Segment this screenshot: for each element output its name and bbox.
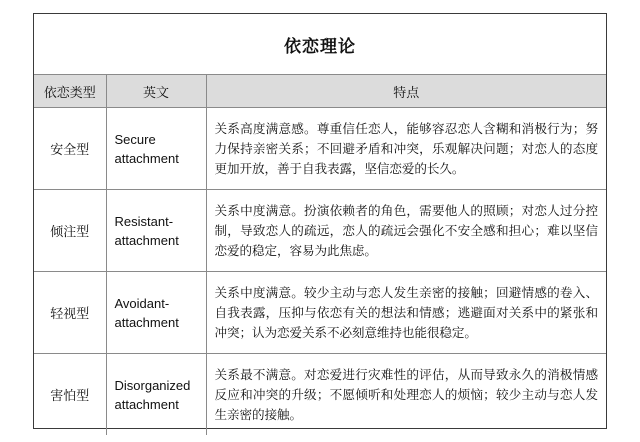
type-cell: 轻视型 bbox=[34, 272, 106, 354]
english-line: attachment bbox=[114, 232, 179, 248]
english-line: attachment bbox=[114, 396, 179, 412]
english-cell bbox=[106, 354, 206, 436]
table-row bbox=[34, 108, 606, 190]
attachment-theory-table-frame bbox=[33, 13, 607, 429]
table-row bbox=[34, 190, 606, 272]
english-line: attachment bbox=[114, 150, 179, 166]
header-row bbox=[34, 75, 606, 108]
english-cell bbox=[106, 108, 206, 190]
header-characteristics: 特点 bbox=[206, 75, 606, 108]
english-line: Resistant- bbox=[114, 213, 174, 229]
description-cell: 关系高度满意感。尊重信任恋人，能够容忍恋人含糊和消极行为；努力保持亲密关系；不回避矛盾和冲突，乐观解决问题；对恋人的态度更加开放，善于自我表露，坚信恋爱的长久。 bbox=[206, 108, 606, 190]
table-row bbox=[34, 354, 606, 436]
attachment-table bbox=[34, 74, 606, 435]
type-cell: 安全型 bbox=[34, 108, 106, 190]
header-type: 依恋类型 bbox=[34, 75, 106, 108]
description-cell: 关系中度满意。较少主动与恋人发生亲密的接触；回避情感的卷入、自我表露，压抑与依恋有关的想法和情感；逃避面对关系中的紧张和冲突；认为恋爱关系不必刻意维持也能很稳定。 bbox=[206, 272, 606, 354]
english-cell bbox=[106, 272, 206, 354]
english-line: Secure bbox=[114, 131, 156, 147]
english-line: Disorganized bbox=[114, 377, 191, 393]
description-cell: 关系最不满意。对恋爱进行灾难性的评估，从而导致永久的消极情感反应和冲突的升级；不愿倾听和处理恋人的烦恼；较少主动与恋人发生亲密的接触。 bbox=[206, 354, 606, 436]
table-title: 依恋理论 bbox=[284, 36, 356, 57]
english-line: attachment bbox=[114, 314, 179, 330]
type-cell: 害怕型 bbox=[34, 354, 106, 436]
header-english: 英文 bbox=[106, 75, 206, 108]
type-cell: 倾注型 bbox=[34, 190, 106, 272]
description-cell: 关系中度满意。扮演依赖者的角色，需要他人的照顾；对恋人过分控制，导致恋人的疏远，恋人的疏远会强化不安全感和担心；难以坚信恋爱的稳定，容易为此焦虑。 bbox=[206, 190, 606, 272]
english-cell bbox=[106, 190, 206, 272]
table-row bbox=[34, 272, 606, 354]
english-line: Avoidant- bbox=[114, 295, 170, 311]
